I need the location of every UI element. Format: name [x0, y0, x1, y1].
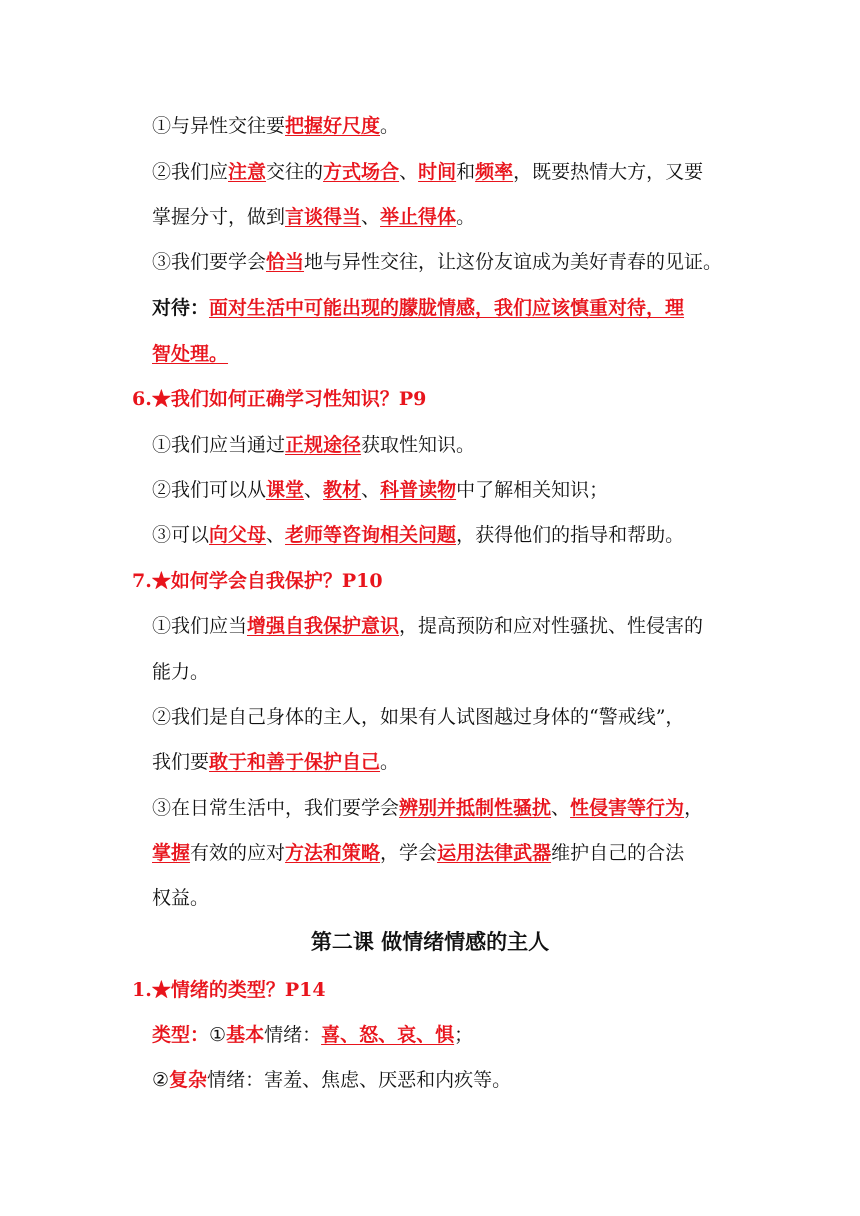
text-run: 、 — [399, 161, 419, 183]
heading-text: 6.★我们如何正确学习性知识？P9 — [132, 388, 427, 410]
key-point: 辨别并抵制性骚扰 — [399, 797, 552, 819]
paragraph-line — [152, 794, 703, 822]
question-heading — [132, 976, 326, 1004]
text-run: 有效的应对 — [190, 842, 286, 864]
text-run: ②我们应 — [152, 161, 229, 183]
text-run: ②我们可以从 — [152, 479, 267, 501]
paragraph-line — [152, 839, 684, 867]
text-run: 、 — [361, 479, 381, 501]
text-run: ，提高预防和应对性骚扰、性侵害的 — [399, 615, 704, 637]
key-point: 敢于和善于保护自己 — [209, 751, 381, 773]
text-run: ① — [209, 1024, 227, 1046]
key-point: 举止得体 — [380, 206, 457, 228]
text-run: 交往的 — [266, 161, 324, 183]
paragraph-line — [152, 1066, 511, 1094]
paragraph-line — [152, 158, 703, 186]
text-run: ， — [684, 797, 704, 819]
text-run: 。 — [380, 115, 400, 137]
paragraph-line — [152, 203, 475, 231]
text-run: 、 — [266, 524, 286, 546]
text-run: 、 — [304, 479, 324, 501]
key-point: 正规途径 — [285, 434, 362, 456]
paragraph-line — [152, 612, 703, 640]
text-run: 地与异性交往，让这份友谊成为美好青春的见证。 — [304, 251, 723, 273]
key-point: 注意 — [228, 161, 267, 183]
text-run: ② — [152, 1069, 170, 1091]
text-run: ③我们要学会 — [152, 251, 267, 273]
key-point: 喜、怒、哀、惧 — [321, 1024, 455, 1046]
key-point: 方式场合 — [323, 161, 400, 183]
text-run: 维护自己的合法 — [551, 842, 685, 864]
heading-text: 7.★如何学会自我保护？P10 — [132, 570, 383, 592]
text-run: ①我们应当通过 — [152, 434, 286, 456]
key-point: 把握好尺度 — [285, 115, 381, 137]
key-point: 频率 — [475, 161, 514, 183]
key-point: 性侵害等行为 — [570, 797, 685, 819]
paragraph-line — [152, 703, 684, 731]
paragraph-line — [152, 521, 684, 549]
paragraph-line — [152, 294, 684, 322]
key-point: 智处理。 — [152, 343, 229, 365]
label-text: 对待： — [152, 297, 210, 319]
paragraph-line — [152, 748, 399, 776]
text-run: ①与异性交往要 — [152, 115, 286, 137]
key-point: 增强自我保护意识 — [247, 615, 400, 637]
text-run: ，既要热情大方，又要 — [513, 161, 704, 183]
paragraph-line — [152, 476, 608, 504]
key-point: 复杂 — [169, 1069, 208, 1091]
paragraph-line — [152, 248, 722, 276]
text-run: 权益。 — [152, 887, 210, 909]
text-run: 。 — [456, 206, 476, 228]
key-point: 面对生活中可能出现的朦胧情感，我们应该慎重对待，理 — [209, 297, 685, 319]
key-point: 科普读物 — [380, 479, 457, 501]
text-run: ③在日常生活中，我们要学会 — [152, 797, 400, 819]
key-point: 言谈得当 — [285, 206, 362, 228]
lesson-title — [0, 928, 860, 956]
text-run: 掌握分寸，做到 — [152, 206, 286, 228]
paragraph-line — [152, 340, 228, 368]
text-run: 和 — [456, 161, 476, 183]
paragraph-line — [152, 884, 209, 912]
text-run: ②我们是自己身体的主人，如果有人试图越过身体的“警戒线”， — [152, 706, 685, 728]
paragraph-line — [152, 658, 209, 686]
text-run: 、 — [361, 206, 381, 228]
text-run: 我们要 — [152, 751, 210, 773]
text-run: ①我们应当 — [152, 615, 248, 637]
text-run: ③可以 — [152, 524, 210, 546]
key-point: 方法和策略 — [285, 842, 381, 864]
text-run: ，获得他们的指导和帮助。 — [456, 524, 685, 546]
paragraph-line — [152, 1021, 473, 1049]
key-point: 运用法律武器 — [437, 842, 552, 864]
question-heading — [132, 567, 383, 595]
text-run: ； — [454, 1024, 474, 1046]
key-point: 向父母 — [209, 524, 267, 546]
text-run: 。 — [380, 751, 400, 773]
text-run: 情绪： — [264, 1024, 322, 1046]
title-text: 第二课 做情绪情感的主人 — [310, 929, 550, 954]
text-run: 、 — [551, 797, 571, 819]
key-point: 基本 — [226, 1024, 265, 1046]
text-run: 情绪：害羞、焦虑、厌恶和内疚等。 — [207, 1069, 512, 1091]
heading-text: 1.★情绪的类型？P14 — [132, 979, 326, 1001]
key-point: 时间 — [418, 161, 457, 183]
key-point: 恰当 — [266, 251, 305, 273]
label-text: 类型： — [152, 1024, 210, 1046]
paragraph-line — [152, 112, 399, 140]
question-heading — [132, 385, 426, 413]
text-run: 中了解相关知识； — [456, 479, 609, 501]
key-point: 教材 — [323, 479, 362, 501]
text-run: 获取性知识。 — [361, 434, 476, 456]
key-point: 老师等咨询相关问题 — [285, 524, 457, 546]
paragraph-line — [152, 431, 475, 459]
key-point: 掌握 — [152, 842, 191, 864]
key-point: 课堂 — [266, 479, 305, 501]
text-run: ，学会 — [380, 842, 438, 864]
text-run: 能力。 — [152, 661, 210, 683]
